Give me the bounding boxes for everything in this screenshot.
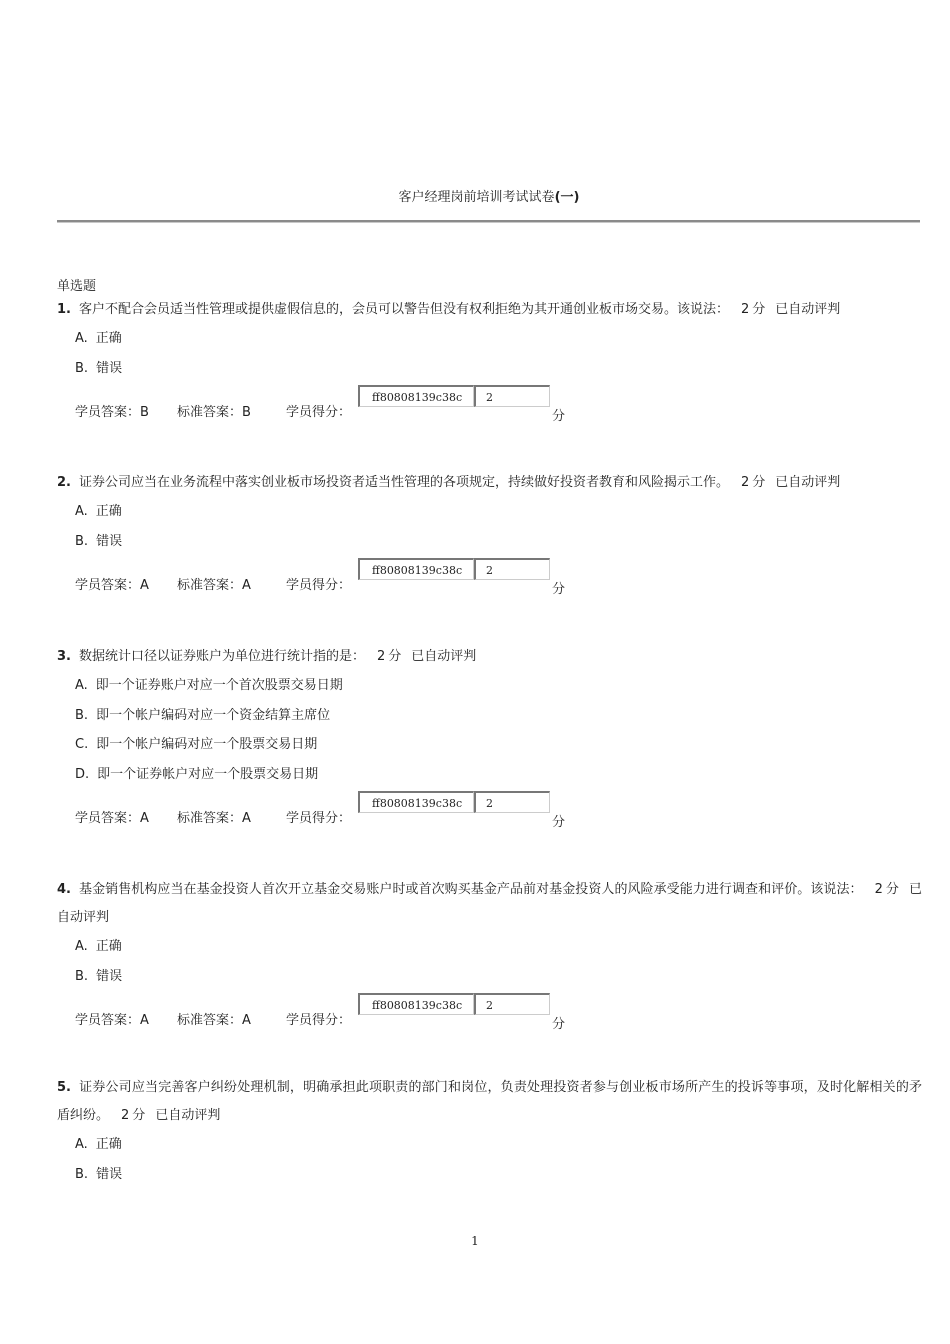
student-answer-value: A bbox=[140, 811, 149, 827]
question-text: 证券公司应当完善客户纠纷处理机制，明确承担此项职责的部门和岗位，负责处理投资者参与创业板市场所产生的投诉等事项，及时化解相关的矛盾纠纷。 bbox=[57, 1080, 922, 1123]
standard-answer-value: A bbox=[242, 811, 251, 827]
record-id-field[interactable]: ff80808139c38c bbox=[358, 993, 474, 1015]
option-text: 即一个帐户编码对应一个股票交易日期 bbox=[96, 737, 318, 753]
record-id-field[interactable]: ff80808139c38c bbox=[358, 791, 474, 813]
option-c bbox=[75, 730, 922, 760]
score-field[interactable]: 2 bbox=[474, 558, 550, 580]
option-list bbox=[57, 932, 922, 991]
option-letter: A. bbox=[75, 331, 88, 346]
option-text: 错误 bbox=[96, 360, 123, 376]
question-text: 基金销售机构应当在基金投资人首次开立基金交易账户时或首次购买基金产品前对基金投资人的风险承受能力进行调查和评价。该说法： bbox=[78, 882, 863, 897]
record-id-field[interactable]: ff80808139c38c bbox=[358, 385, 474, 407]
option-letter: B. bbox=[75, 533, 89, 549]
record-id-field[interactable]: ff80808139c38c bbox=[358, 558, 474, 580]
section-label: 单选题 bbox=[57, 279, 97, 294]
option-letter: B. bbox=[75, 707, 89, 723]
question-points: 2 bbox=[121, 1108, 130, 1123]
score-unit: 分 bbox=[552, 409, 566, 425]
student-answer-value: A bbox=[140, 578, 149, 594]
option-b bbox=[75, 962, 922, 992]
option-list bbox=[57, 497, 922, 556]
option-letter: C. bbox=[75, 737, 89, 753]
score-field[interactable]: 2 bbox=[474, 791, 550, 813]
page-title-suffix: (一) bbox=[554, 190, 580, 205]
score-unit: 分 bbox=[552, 1017, 566, 1033]
question-text: 证券公司应当在业务流程中落实创业板市场投资者适当性管理的各项规定，持续做好投资者教育和风险揭示工作。 bbox=[78, 475, 729, 490]
question-points: 2 bbox=[741, 302, 750, 317]
option-letter: B. bbox=[75, 1166, 89, 1182]
option-b bbox=[75, 701, 922, 731]
option-letter: A. bbox=[75, 678, 88, 693]
score-unit: 分 bbox=[552, 582, 566, 598]
question-points: 2 bbox=[741, 475, 750, 490]
option-d bbox=[75, 760, 922, 790]
page-number: 1 bbox=[471, 1234, 479, 1248]
page-title bbox=[0, 186, 950, 205]
student-answer-label: 学员答案： bbox=[75, 405, 141, 421]
option-letter: D. bbox=[75, 766, 90, 782]
option-b bbox=[75, 1160, 922, 1190]
question-number: 3. bbox=[57, 649, 71, 664]
question-text-line bbox=[57, 296, 922, 324]
option-text: 即一个帐户编码对应一个资金结算主席位 bbox=[96, 707, 331, 723]
student-score-label: 学员得分： bbox=[286, 405, 352, 421]
points-unit: 分 bbox=[132, 1108, 146, 1123]
option-a bbox=[75, 324, 922, 354]
option-a bbox=[75, 932, 922, 962]
auto-graded-label: 已自动评判 bbox=[57, 882, 922, 925]
option-text: 正确 bbox=[95, 939, 122, 954]
standard-answer-label: 标准答案： bbox=[177, 811, 243, 827]
student-answer-label: 学员答案： bbox=[75, 1013, 141, 1029]
option-list bbox=[57, 324, 922, 383]
option-a bbox=[75, 497, 922, 527]
answer-row bbox=[75, 558, 922, 598]
score-field[interactable]: 2 bbox=[474, 993, 550, 1015]
auto-graded-label: 已自动评判 bbox=[775, 475, 841, 490]
auto-graded-label: 已自动评判 bbox=[775, 302, 841, 317]
question-2 bbox=[57, 469, 922, 598]
standard-answer bbox=[177, 1009, 251, 1028]
answer-row bbox=[75, 993, 922, 1033]
title-divider bbox=[57, 220, 920, 223]
question-number: 2. bbox=[57, 475, 71, 490]
points-unit: 分 bbox=[752, 302, 766, 317]
student-answer bbox=[75, 1009, 149, 1028]
option-text: 错误 bbox=[96, 533, 123, 549]
student-score-label: 学员得分： bbox=[286, 1013, 352, 1029]
option-letter: A. bbox=[75, 939, 88, 954]
option-text: 错误 bbox=[96, 1166, 123, 1182]
student-answer bbox=[75, 401, 149, 420]
question-text-line bbox=[57, 643, 922, 671]
standard-answer bbox=[177, 401, 251, 420]
student-answer-label: 学员答案： bbox=[75, 811, 141, 827]
student-score-label: 学员得分： bbox=[286, 578, 352, 594]
option-letter: B. bbox=[75, 968, 89, 984]
option-letter: A. bbox=[75, 504, 88, 519]
question-points: 2 bbox=[874, 882, 883, 897]
option-list bbox=[57, 1130, 922, 1189]
standard-answer-label: 标准答案： bbox=[177, 405, 243, 421]
answer-row bbox=[75, 791, 922, 831]
page-title-text: 客户经理岗前培训考试试卷 bbox=[398, 190, 555, 205]
option-b bbox=[75, 527, 922, 557]
option-text: 正确 bbox=[95, 504, 122, 519]
question-text-line bbox=[57, 1074, 922, 1130]
question-3 bbox=[57, 643, 922, 831]
option-letter: A. bbox=[75, 1137, 88, 1152]
question-text: 客户不配合会员适当性管理或提供虚假信息的，会员可以警告但没有权利拒绝为其开通创业板市场交易。该说法： bbox=[78, 302, 729, 317]
question-text: 数据统计口径以证券账户为单位进行统计指的是： bbox=[78, 649, 365, 664]
student-answer bbox=[75, 574, 149, 593]
standard-answer-value: A bbox=[242, 578, 251, 594]
option-list bbox=[57, 671, 922, 789]
option-a bbox=[75, 671, 922, 701]
option-letter: B. bbox=[75, 360, 89, 376]
option-b bbox=[75, 354, 922, 384]
points-unit: 分 bbox=[885, 882, 899, 897]
answer-row bbox=[75, 385, 922, 425]
standard-answer-value: B bbox=[242, 405, 251, 421]
question-number: 1. bbox=[57, 302, 71, 317]
score-field[interactable]: 2 bbox=[474, 385, 550, 407]
question-number: 5. bbox=[57, 1080, 71, 1095]
standard-answer-label: 标准答案： bbox=[177, 1013, 243, 1029]
question-4 bbox=[57, 876, 922, 1033]
standard-answer bbox=[177, 574, 251, 593]
option-text: 正确 bbox=[95, 331, 122, 346]
option-text: 正确 bbox=[95, 1137, 122, 1152]
standard-answer-label: 标准答案： bbox=[177, 578, 243, 594]
standard-answer bbox=[177, 807, 251, 826]
question-points: 2 bbox=[377, 649, 386, 664]
question-1 bbox=[57, 296, 922, 425]
student-answer-value: A bbox=[140, 1013, 149, 1029]
points-unit: 分 bbox=[388, 649, 402, 664]
question-text-line bbox=[57, 469, 922, 497]
question-5 bbox=[57, 1074, 922, 1189]
option-text: 错误 bbox=[96, 968, 123, 984]
student-score-label: 学员得分： bbox=[286, 811, 352, 827]
points-unit: 分 bbox=[752, 475, 766, 490]
question-number: 4. bbox=[57, 882, 71, 897]
score-unit: 分 bbox=[552, 815, 566, 831]
option-a bbox=[75, 1130, 922, 1160]
option-text: 即一个证券账户对应一个首次股票交易日期 bbox=[95, 678, 343, 693]
student-answer-value: B bbox=[140, 405, 149, 421]
student-answer bbox=[75, 807, 149, 826]
option-text: 即一个证券帐户对应一个股票交易日期 bbox=[97, 766, 319, 782]
question-text-line bbox=[57, 876, 922, 932]
auto-graded-label: 已自动评判 bbox=[155, 1108, 221, 1123]
standard-answer-value: A bbox=[242, 1013, 251, 1029]
student-answer-label: 学员答案： bbox=[75, 578, 141, 594]
auto-graded-label: 已自动评判 bbox=[411, 649, 477, 664]
